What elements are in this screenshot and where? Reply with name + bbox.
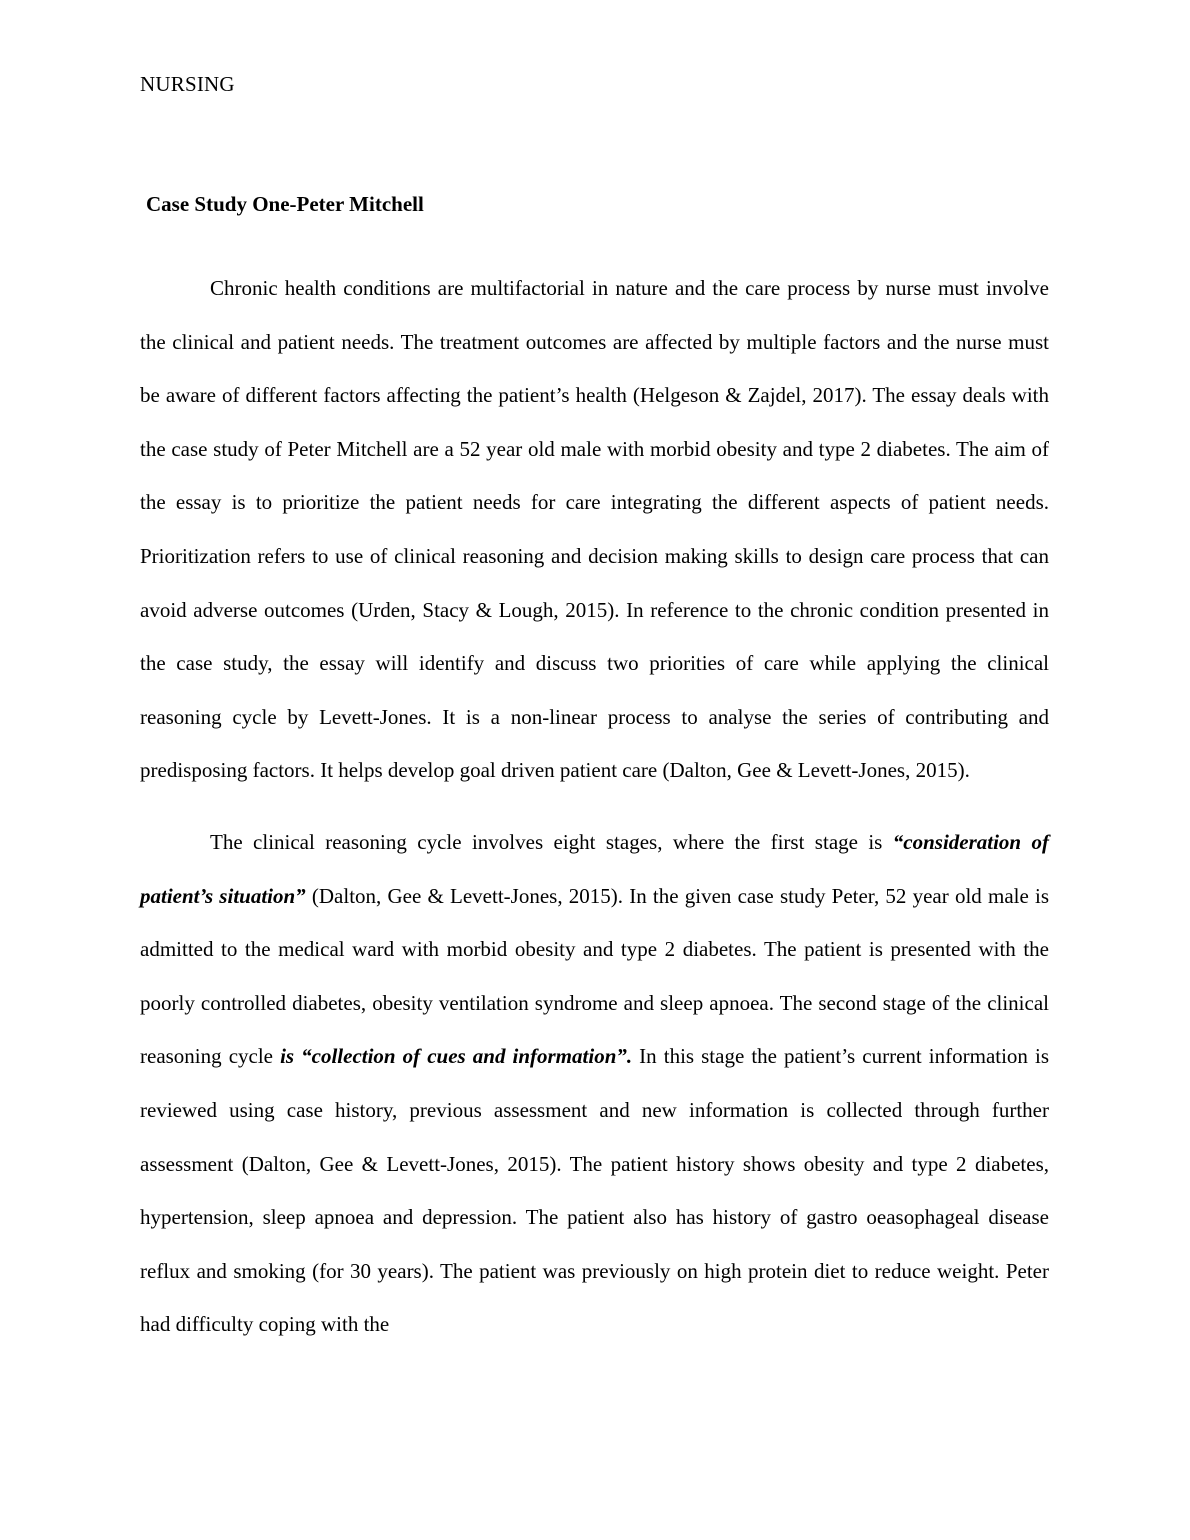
- paragraph-introduction: Chronic health conditions are multifactorial in nature and the care process by nurse must involve the clinical and patient needs. The treatment outcomes are affected by multiple factors and the nurse must be aware of different factors affecting the patient’s health (Helgeson & Zajdel, 2017). The essay deals with the case study of Peter Mitchell are a 52 year old male with morbid obesity and type 2 diabetes. The aim of the essay is to prioritize the patient needs for care integrating the different aspects of patient needs. Prioritization refers to use of clinical reasoning and decision making skills to design care process that can avoid adverse outcomes (Urden, Stacy & Lough, 2015). In reference to the chronic condition presented in the case study, the essay will identify and discuss two priorities of care while applying the clinical reasoning cycle by Levett-Jones. It is a non-linear process to analyse the series of contributing and predisposing factors. It helps develop goal driven patient care (Dalton, Gee & Levett-Jones, 2015).: [140, 276, 1049, 783]
- document-body: [140, 262, 1049, 1352]
- running-head: NURSING: [140, 72, 235, 96]
- paragraph-text: (Dalton, Gee & Levett-Jones, 2015). In the given case study Peter, 52 year old male is admitted to the medical ward with morbid obesity and type 2 diabetes. The patient is presented with the poorly controlled diabetes, obesity ventilation syndrome and sleep apnoea. The second stage of the clinical reasoning cycle: [140, 883, 1049, 1069]
- document-title: Case Study One-Peter Mitchell: [146, 192, 424, 216]
- paragraph-clinical-reasoning: [140, 816, 1049, 1352]
- paragraph-text: The clinical reasoning cycle involves eight stages, where the first stage is: [210, 829, 893, 854]
- paragraph-text: In this stage the patient’s current information is reviewed using case history, previous assessment and new information is collected through further assessment (Dalton, Gee & Levett-Jones, 2015). The patient history shows obesity and type 2 diabetes, hypertension, sleep apnoea and depression. The patient also has history of gastro oeasophageal disease reflux and smoking (for 30 years). The patient was previously on high protein diet to reduce weight. Peter had difficulty coping with the: [140, 1044, 1049, 1337]
- emphasis-stage-two: is “collection of cues and information”.: [280, 1044, 633, 1069]
- emphasis-stage-one: “consideration of patient’s situation”: [140, 829, 1049, 908]
